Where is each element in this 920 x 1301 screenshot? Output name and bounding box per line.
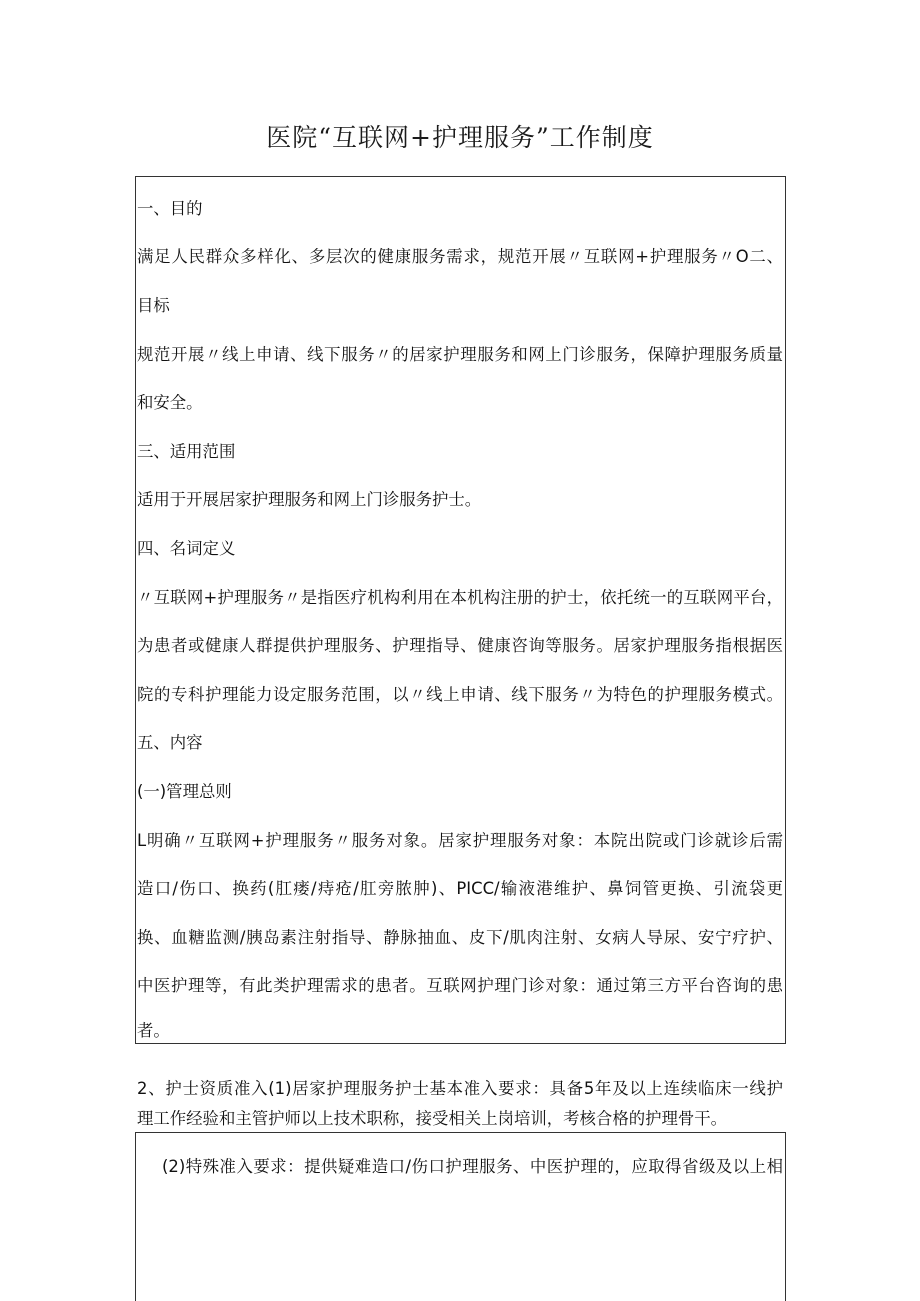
text-line: 者。 xyxy=(137,1021,170,1040)
text-line: 适用于开展居家护理服务和网上门诊服务护士。 xyxy=(137,490,482,509)
text-line: L明确〃互联网+护理服务〃服务对象。居家护理服务对象：本院出院或门诊就诊后需 xyxy=(137,831,783,850)
page-title: 医院“互联网+护理服务”工作制度 xyxy=(266,123,654,152)
heading-definitions: 四、名词定义 xyxy=(137,539,236,558)
text-line: 造口/伤口、换药(肛瘘/痔疮/肛旁脓肿)、PICC/输液港维护、鼻饲管更换、引流袋更 xyxy=(137,879,783,898)
heading-purpose: 一、目的 xyxy=(137,199,203,218)
text-line: 2、护士资质准入(1)居家护理服务护士基本准入要求：具备5年及以上连续临床一线护 xyxy=(137,1079,783,1098)
text-line: 中医护理等，有此类护理需求的患者。互联网护理门诊对象：通过第三方平台咨询的患 xyxy=(137,976,783,995)
text-line: 和安全。 xyxy=(137,393,203,412)
text-line: (2)特殊准入要求：提供疑难造口/伤口护理服务、中医护理的，应取得省级及以上相 xyxy=(162,1157,783,1176)
text-line: 满足人民群众多样化、多层次的健康服务需求，规范开展〃互联网+护理服务〃O二、 xyxy=(137,247,783,266)
text-line: 理工作经验和主管护师以上技术职称，接受相关上岗培训，考核合格的护理骨干。 xyxy=(137,1109,728,1128)
text-line: 院的专科护理能力设定服务范围，以〃线上申请、线下服务〃为特色的护理服务模式。 xyxy=(137,685,783,704)
heading-content: 五、内容 xyxy=(137,733,203,752)
text-line: 为患者或健康人群提供护理服务、护理指导、健康咨询等服务。居家护理服务指根据医 xyxy=(137,636,783,655)
text-line: 换、血糖监测/胰岛素注射指导、静脉抽血、皮下/肌肉注射、女病人导尿、安宁疗护、 xyxy=(137,928,783,947)
text-line: 〃互联网+护理服务〃是指医疗机构利用在本机构注册的护士，依托统一的互联网平台， xyxy=(137,588,783,607)
text-line: 规范开展〃线上申请、线下服务〃的居家护理服务和网上门诊服务，保障护理服务质量 xyxy=(137,345,783,364)
heading-goal: 目标 xyxy=(137,296,170,315)
subheading-general-rules: (一)管理总则 xyxy=(137,782,232,801)
heading-scope: 三、适用范围 xyxy=(137,442,236,461)
